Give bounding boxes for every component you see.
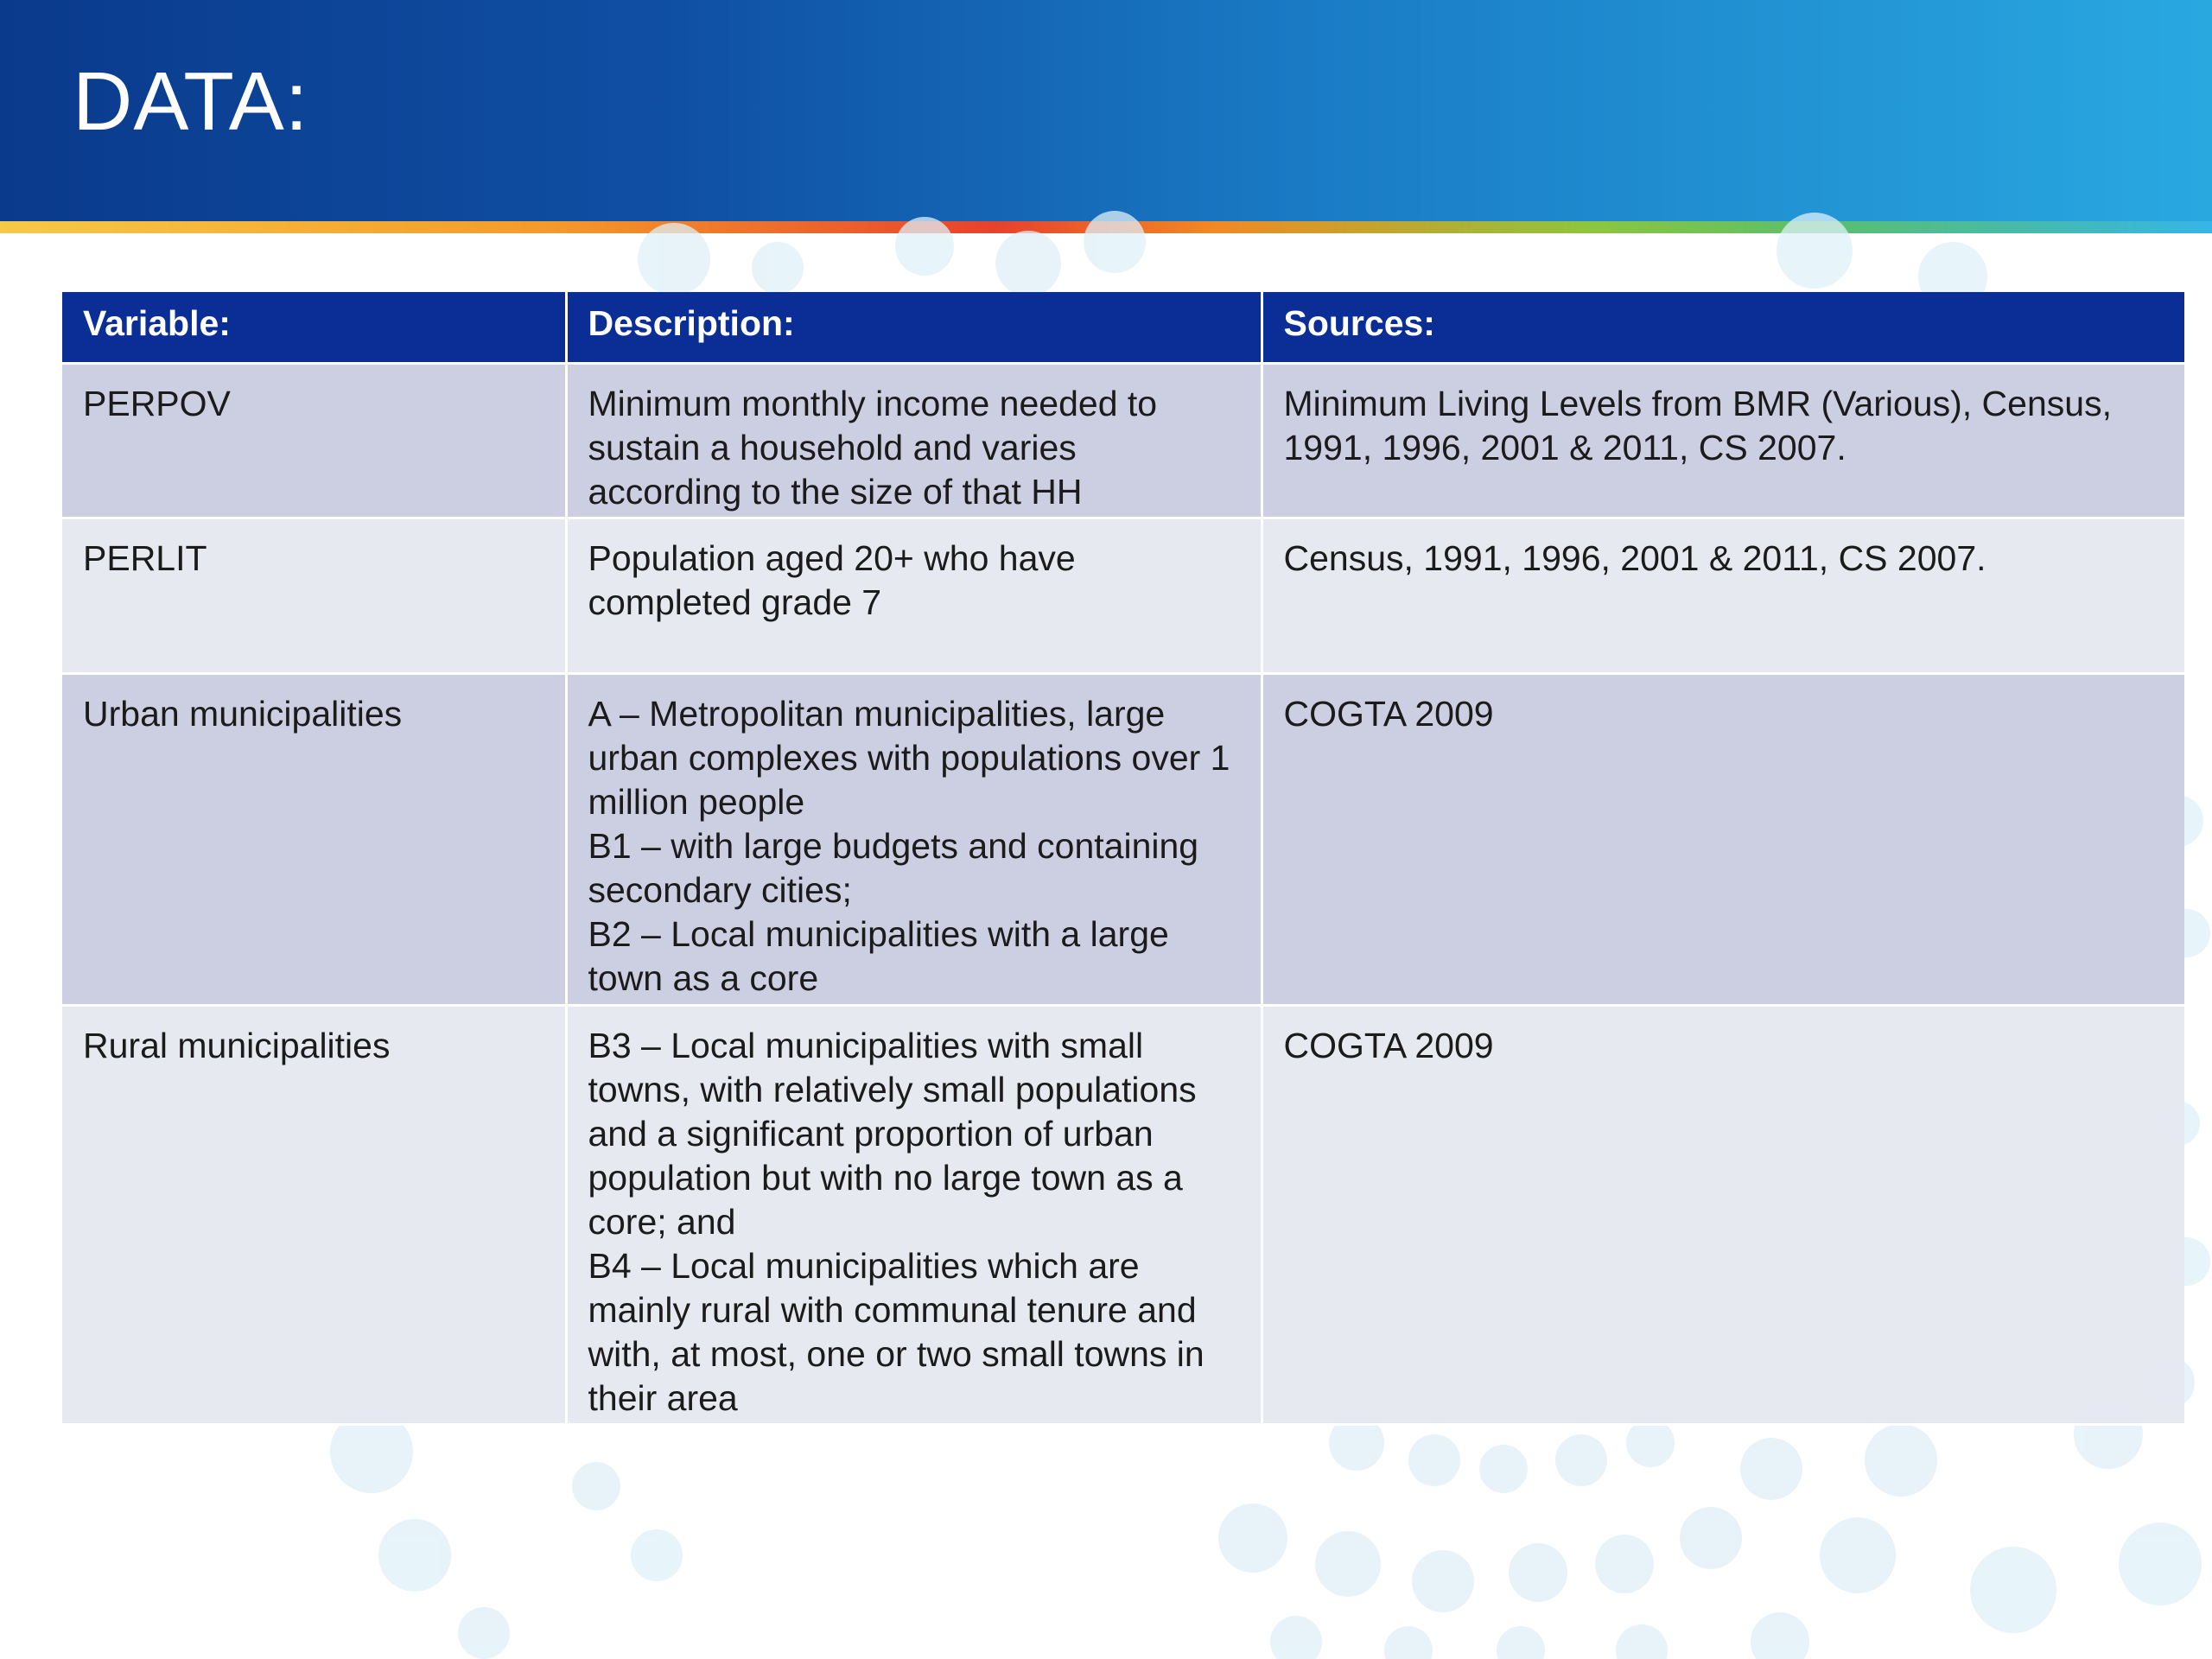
table-row xyxy=(62,674,2184,1006)
cell-sources: Minimum Living Levels from BMR (Various), Census, 1991, 1996, 2001 & 2011, CS 2007. xyxy=(1262,364,2184,518)
cell-sources: Census, 1991, 1996, 2001 & 2011, CS 2007. xyxy=(1262,518,2184,674)
slide-title: DATA: xyxy=(73,55,309,148)
cell-description: B3 – Local municipalities with small towns, with relatively small populations and a significant proportion of urban population but with no large town as a core; and B4 – Local municipalities which are mainly rural with communal tenure and with, at most, one or two small towns in their area xyxy=(566,1006,1262,1425)
cell-description: A – Metropolitan municipalities, large urban complexes with populations over 1 million people B1 – with large budgets and containing secondary cities; B2 – Local municipalities with a large town as a core xyxy=(566,674,1262,1006)
cell-description: Minimum monthly income needed to sustain a household and varies according to the size of that HH xyxy=(566,364,1262,518)
table-header-row xyxy=(62,292,2184,364)
cell-variable: PERLIT xyxy=(62,518,566,674)
cell-sources: COGTA 2009 xyxy=(1262,674,2184,1006)
header-description: Description: xyxy=(566,292,1262,364)
cell-variable: Urban municipalities xyxy=(62,674,566,1006)
header-variable: Variable: xyxy=(62,292,566,364)
table-row xyxy=(62,1006,2184,1425)
cell-sources: COGTA 2009 xyxy=(1262,1006,2184,1425)
table-row xyxy=(62,364,2184,518)
cell-description: Population aged 20+ who have completed grade 7 xyxy=(566,518,1262,674)
cell-variable: PERPOV xyxy=(62,364,566,518)
data-table xyxy=(62,292,2184,1426)
cell-variable: Rural municipalities xyxy=(62,1006,566,1425)
header-sources: Sources: xyxy=(1262,292,2184,364)
table-row xyxy=(62,518,2184,674)
